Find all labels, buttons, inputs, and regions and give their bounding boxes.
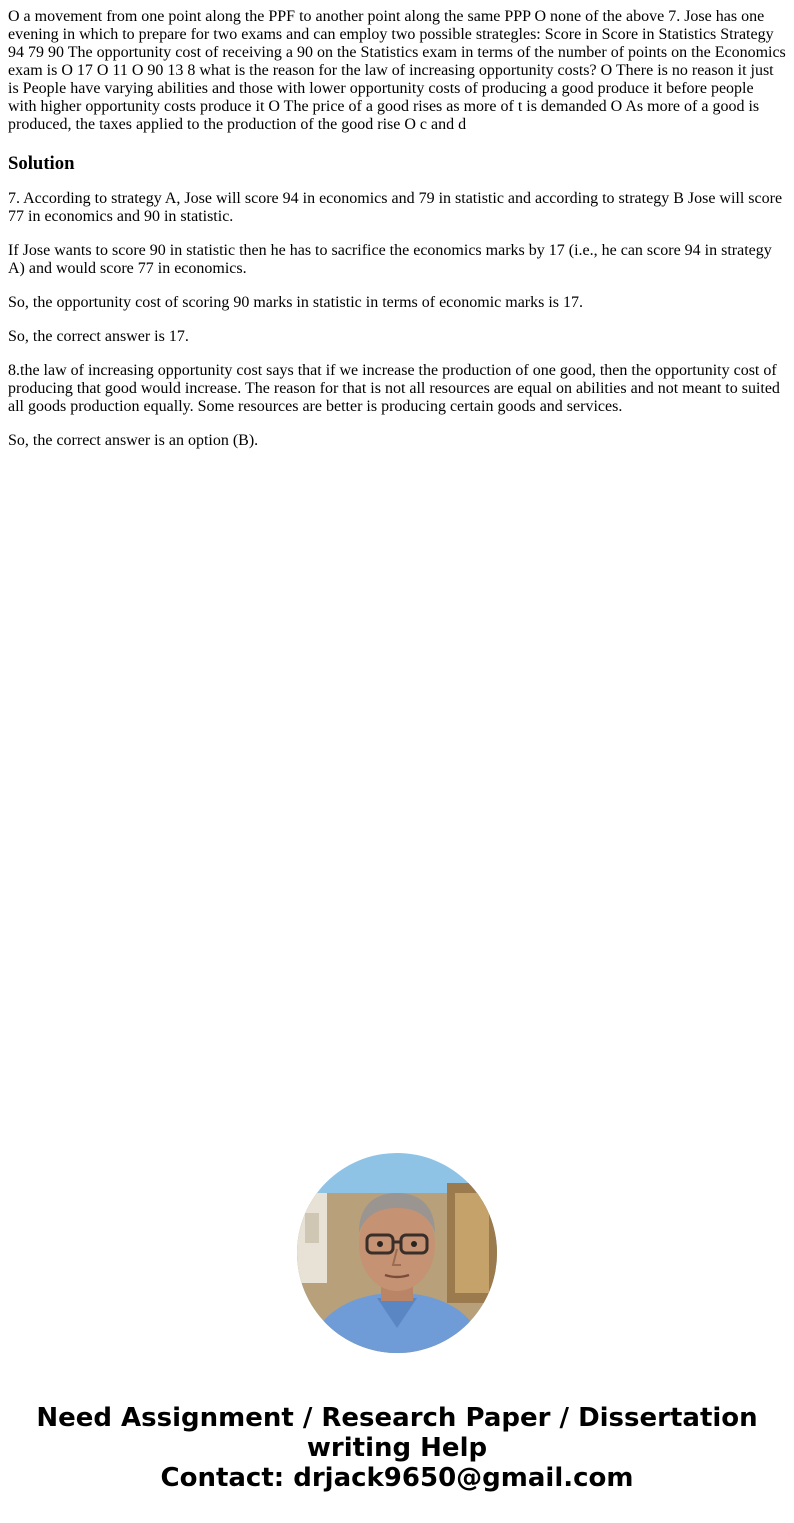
document-body [8,8,786,466]
solution-paragraph: If Jose wants to score 90 in statistic then he has to sacrifice the economics marks by 17 (i.e., he can score 94 in strategy A) and would score 77 in economics. [8,242,772,277]
question-text: O a movement from one point along the PPF to another point along the same PPP O none of the above 7. Jose has one evening in which to prepare for two exams and can employ two possible strategles: Score in Score in Statistics Strategy 94 79 90 The opportunity cost of receiving a 90 on the Statistics exam in terms of the number of points on the Economics exam is O 17 O 11 O 90 13 8 what is the reason for the law of increasing opportunity costs? O There is no reason it just is People have varying abilities and those with lower opportunity costs of producing a good produce it before people with higher opportunity costs produce it O The price of a good rises as more of t is demanded O As more of a good is produced, the taxes applied to the production of the good rise O c and d [8,8,786,133]
footer-line: writing Help [306,1433,488,1463]
avatar-portrait-image [297,1153,497,1353]
solution-paragraph: 8.the law of increasing opportunity cost says that if we increase the production of one good, then the opportunity cost of producing that good would increase. The reason for that is not all resources are equal on abilities and not meant to suited all goods production equally. Some resources are better is producing certain goods and services. [8,362,780,415]
solution-heading: Solution [8,153,75,174]
solution-paragraph: So, the correct answer is an option (B). [8,432,259,449]
solution-paragraph: So, the correct answer is 17. [8,328,189,345]
footer-contact: Contact: drjack9650@gmail.com [160,1463,634,1493]
promo-footer [0,1403,794,1493]
solution-paragraph: So, the opportunity cost of scoring 90 marks in statistic in terms of economic marks is 17. [8,294,584,311]
solution-paragraph: 7. According to strategy A, Jose will score 94 in economics and 79 in statistic and according to strategy B Jose will score 77 in economics and 90 in statistic. [8,190,783,225]
avatar [297,1153,497,1353]
footer-line: Need Assignment / Research Paper / Dissertation [36,1403,758,1433]
